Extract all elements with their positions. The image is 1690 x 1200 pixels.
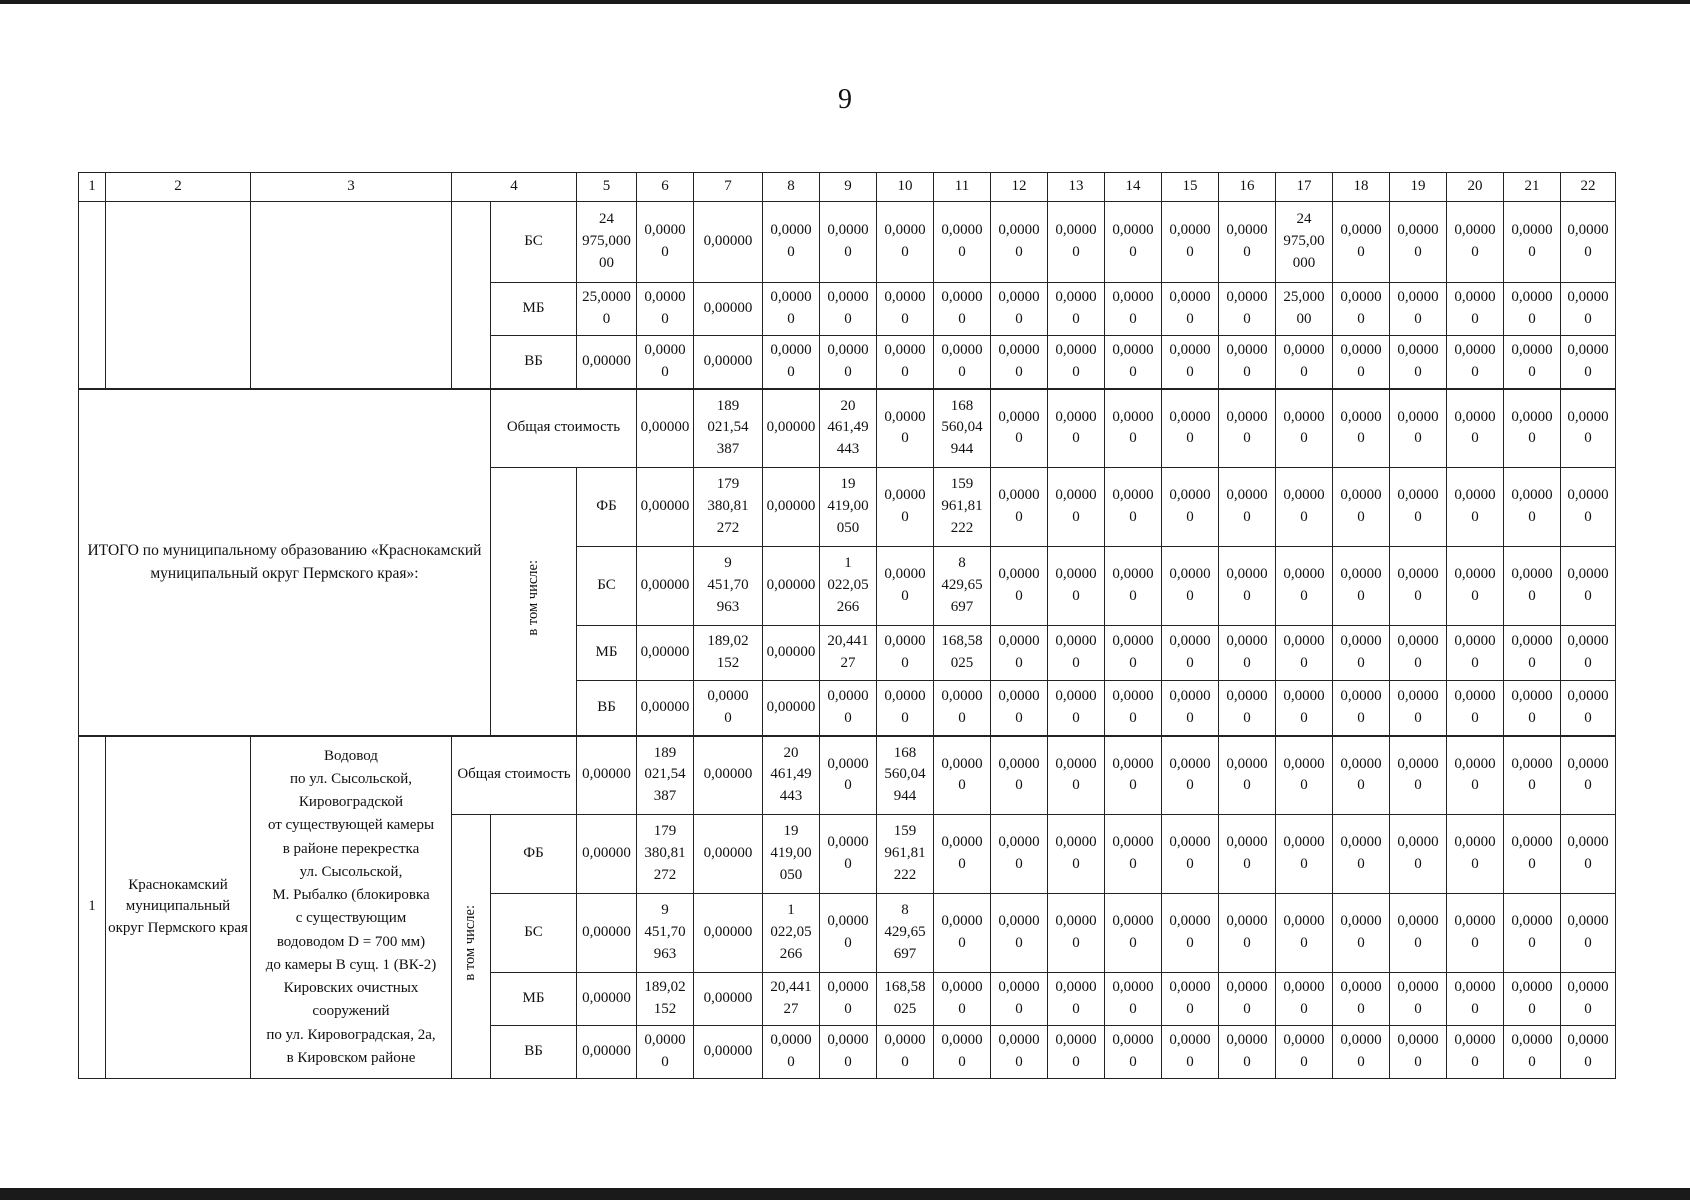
value-cell-col-14: 0,0000 0: [1162, 681, 1219, 736]
value-cell-col-9: 0,0000 0: [877, 681, 934, 736]
value-cell-col-13: 0,0000 0: [1105, 681, 1162, 736]
value-cell-col-16: 0,0000 0: [1276, 389, 1333, 468]
value-cell-col-13: 0,0000 0: [1048, 202, 1105, 283]
value-cell-col-16: 0,0000 0: [1219, 336, 1276, 389]
value-cell-col-14: 0,0000 0: [1105, 1026, 1162, 1079]
value-cell-col-22: 0,0000 0: [1561, 202, 1616, 283]
value-cell-col-5: 0,00000: [637, 389, 694, 468]
value-cell-col-10: 0,0000 0: [934, 681, 991, 736]
value-cell-col-7: 0,00000: [694, 894, 763, 973]
value-cell-col-7: 0,00000: [694, 336, 763, 389]
value-cell-col-12: 0,0000 0: [991, 973, 1048, 1026]
value-cell-col-6: 0,0000 0: [694, 681, 763, 736]
value-cell-col-16: 0,0000 0: [1276, 547, 1333, 626]
col-num-3: 3: [251, 173, 452, 202]
value-cell-col-21: 0,0000 0: [1504, 202, 1561, 283]
value-cell-col-8: 0,0000 0: [763, 336, 820, 389]
value-cell-col-17: 0,0000 0: [1333, 468, 1390, 547]
value-cell-col-15: 0,0000 0: [1219, 468, 1276, 547]
scan-bottom-edge: [0, 1188, 1690, 1200]
value-cell-col-7: 0,00000: [694, 1026, 763, 1079]
value-cell-col-18: 0,0000 0: [1390, 681, 1447, 736]
value-cell-col-12: 0,0000 0: [991, 736, 1048, 815]
col-num-5: 5: [577, 173, 637, 202]
col-num-20: 20: [1447, 173, 1504, 202]
value-cell-col-8: 20,441 27: [820, 626, 877, 681]
value-cell-col-11: 0,0000 0: [991, 468, 1048, 547]
value-cell-col-8: 0,0000 0: [763, 1026, 820, 1079]
value-cell-col-20: 0,0000 0: [1447, 894, 1504, 973]
value-cell-col-19: 0,0000 0: [1447, 681, 1504, 736]
value-cell-col-20: 0,0000 0: [1447, 1026, 1504, 1079]
value-cell-col-14: 0,0000 0: [1105, 815, 1162, 894]
value-cell-col-6: 179 380,81 272: [637, 815, 694, 894]
value-cell-col-18: 0,0000 0: [1390, 389, 1447, 468]
value-cell-col-12: 0,0000 0: [991, 894, 1048, 973]
value-cell-col-5: 0,00000: [637, 626, 694, 681]
value-cell-col-11: 0,0000 0: [934, 283, 991, 336]
value-cell-col-20: 0,0000 0: [1504, 547, 1561, 626]
column-number-row: [79, 173, 1616, 202]
value-cell-col-15: 0,0000 0: [1162, 1026, 1219, 1079]
value-cell-col-17: 24 975,00 000: [1276, 202, 1333, 283]
value-cell-col-11: 0,0000 0: [991, 681, 1048, 736]
value-cell-col-15: 0,0000 0: [1162, 973, 1219, 1026]
value-cell-col-13: 0,0000 0: [1048, 815, 1105, 894]
value-cell-col-18: 0,0000 0: [1390, 547, 1447, 626]
col-num-15: 15: [1162, 173, 1219, 202]
value-cell-col-21: 0,0000 0: [1504, 894, 1561, 973]
value-cell-col-20: 0,0000 0: [1447, 336, 1504, 389]
source-label-vb: ВБ: [577, 681, 637, 736]
col-num-7: 7: [694, 173, 763, 202]
value-cell-col-5: 0,00000: [577, 815, 637, 894]
value-cell-col-7: 0,00000: [763, 389, 820, 468]
value-cell-col-21: 0,0000 0: [1561, 389, 1616, 468]
value-cell-col-9: 0,0000 0: [820, 1026, 877, 1079]
value-cell-col-7: 0,00000: [763, 626, 820, 681]
value-cell-col-18: 0,0000 0: [1390, 468, 1447, 547]
value-cell-col-19: 0,0000 0: [1447, 547, 1504, 626]
value-cell-col-15: 0,0000 0: [1219, 547, 1276, 626]
value-cell-col-18: 0,0000 0: [1333, 973, 1390, 1026]
value-cell-col-20: 0,0000 0: [1447, 283, 1504, 336]
value-cell-col-5: 24 975,000 00: [577, 202, 637, 283]
value-cell-col-10: 0,0000 0: [877, 336, 934, 389]
value-cell-col-19: 0,0000 0: [1390, 283, 1447, 336]
value-cell-col-13: 0,0000 0: [1048, 336, 1105, 389]
value-cell-col-11: 0,0000 0: [991, 626, 1048, 681]
table-row: [79, 736, 1616, 815]
value-cell-col-22: 0,0000 0: [1561, 894, 1616, 973]
value-cell-col-6: 9 451,70 963: [694, 547, 763, 626]
object-description: Водовод по ул. Сысольской, Кировоградской от существующей камеры в районе перекрестка ул. Сысольской, М. Рыбалко (блокировка с существующим водоводом D = 700 мм) до камеры В сущ. 1 (ВК-2) Кировских очистных сооружений по ул. Кировоградская, 2а, в Кировском районе: [251, 736, 452, 1079]
value-cell-col-14: 0,0000 0: [1162, 626, 1219, 681]
value-cell-col-17: 0,0000 0: [1276, 736, 1333, 815]
value-cell-col-10: 8 429,65 697: [934, 547, 991, 626]
value-cell-col-6: 0,0000 0: [637, 283, 694, 336]
prev-including-cell: [452, 202, 491, 389]
value-cell-col-14: 0,0000 0: [1105, 283, 1162, 336]
col-num-8: 8: [763, 173, 820, 202]
value-cell-col-5: 0,00000: [577, 336, 637, 389]
col-num-2: 2: [106, 173, 251, 202]
value-cell-col-16: 0,0000 0: [1276, 626, 1333, 681]
value-cell-col-19: 0,0000 0: [1390, 894, 1447, 973]
value-cell-col-20: 0,0000 0: [1447, 202, 1504, 283]
value-cell-col-12: 0,0000 0: [991, 283, 1048, 336]
value-cell-col-13: 0,0000 0: [1105, 468, 1162, 547]
value-cell-col-21: 0,0000 0: [1504, 283, 1561, 336]
col-num-11: 11: [934, 173, 991, 202]
value-cell-col-12: 0,0000 0: [991, 202, 1048, 283]
value-cell-col-18: 0,0000 0: [1390, 626, 1447, 681]
value-cell-col-17: 0,0000 0: [1276, 1026, 1333, 1079]
value-cell-col-17: 0,0000 0: [1333, 681, 1390, 736]
value-cell-col-17: 0,0000 0: [1333, 389, 1390, 468]
value-cell-col-14: 0,0000 0: [1105, 736, 1162, 815]
value-cell-col-18: 0,0000 0: [1333, 1026, 1390, 1079]
value-cell-col-18: 0,0000 0: [1333, 202, 1390, 283]
value-cell-col-10: 168,58 025: [877, 973, 934, 1026]
value-cell-col-10: 168 560,04 944: [877, 736, 934, 815]
value-cell-col-15: 0,0000 0: [1162, 336, 1219, 389]
value-cell-col-20: 0,0000 0: [1504, 389, 1561, 468]
value-cell-col-9: 0,0000 0: [877, 389, 934, 468]
itogo-label: ИТОГО по муниципальному образованию «Краснокамский муниципальный округ Пермского края»:: [79, 389, 491, 736]
value-cell-col-19: 0,0000 0: [1390, 202, 1447, 283]
value-cell-col-13: 0,0000 0: [1048, 894, 1105, 973]
value-cell-col-6: 179 380,81 272: [694, 468, 763, 547]
value-cell-col-5: 0,00000: [577, 1026, 637, 1079]
source-label-vb: ВБ: [491, 336, 577, 389]
value-cell-col-8: 19 419,00 050: [763, 815, 820, 894]
value-cell-col-20: 0,0000 0: [1447, 973, 1504, 1026]
value-cell-col-12: 0,0000 0: [991, 336, 1048, 389]
value-cell-col-19: 0,0000 0: [1390, 736, 1447, 815]
value-cell-col-14: 0,0000 0: [1162, 547, 1219, 626]
including-label: в том числе:: [491, 468, 577, 736]
value-cell-col-9: 0,0000 0: [820, 894, 877, 973]
value-cell-col-22: 0,0000 0: [1561, 283, 1616, 336]
value-cell-col-12: 0,0000 0: [1048, 626, 1105, 681]
value-cell-col-5: 25,0000 0: [577, 283, 637, 336]
value-cell-col-19: 0,0000 0: [1447, 626, 1504, 681]
col-num-12: 12: [991, 173, 1048, 202]
value-cell-col-13: 0,0000 0: [1048, 736, 1105, 815]
value-cell-col-11: 0,0000 0: [934, 815, 991, 894]
value-cell-col-10: 0,0000 0: [877, 1026, 934, 1079]
value-cell-col-17: 0,0000 0: [1276, 894, 1333, 973]
object-municipality: Краснокамский муниципальный округ Пермского края: [106, 736, 251, 1079]
value-cell-col-19: 0,0000 0: [1390, 815, 1447, 894]
value-cell-col-6: 189,02 152: [694, 626, 763, 681]
value-cell-col-7: 0,00000: [694, 815, 763, 894]
value-cell-col-22: 0,0000 0: [1561, 336, 1616, 389]
value-cell-col-12: 0,0000 0: [1048, 681, 1105, 736]
value-cell-col-6: 0,0000 0: [637, 336, 694, 389]
value-cell-col-6: 9 451,70 963: [637, 894, 694, 973]
value-cell-col-21: 0,0000 0: [1561, 547, 1616, 626]
value-cell-col-6: 189,02 152: [637, 973, 694, 1026]
col-num-19: 19: [1390, 173, 1447, 202]
value-cell-col-19: 0,0000 0: [1447, 389, 1504, 468]
value-cell-col-18: 0,0000 0: [1333, 336, 1390, 389]
source-label-bs: БС: [577, 547, 637, 626]
value-cell-col-10: 0,0000 0: [877, 202, 934, 283]
value-cell-col-11: 0,0000 0: [934, 973, 991, 1026]
value-cell-col-8: 20 461,49 443: [820, 389, 877, 468]
prev-num-cell: [79, 202, 106, 389]
value-cell-col-8: 20,441 27: [763, 973, 820, 1026]
col-num-14: 14: [1105, 173, 1162, 202]
value-cell-col-17: 0,0000 0: [1276, 336, 1333, 389]
value-cell-col-13: 0,0000 0: [1048, 1026, 1105, 1079]
value-cell-col-12: 0,0000 0: [1048, 547, 1105, 626]
value-cell-col-6: 189 021,54 387: [694, 389, 763, 468]
value-cell-col-15: 0,0000 0: [1219, 681, 1276, 736]
value-cell-col-6: 0,0000 0: [637, 1026, 694, 1079]
value-cell-col-15: 0,0000 0: [1162, 283, 1219, 336]
value-cell-col-8: 0,0000 0: [820, 681, 877, 736]
value-cell-col-21: 0,0000 0: [1561, 468, 1616, 547]
value-cell-col-19: 0,0000 0: [1447, 468, 1504, 547]
scan-top-edge: [0, 0, 1690, 4]
col-num-22: 22: [1561, 173, 1616, 202]
prev-municipality-cell: [106, 202, 251, 389]
value-cell-col-15: 0,0000 0: [1162, 815, 1219, 894]
col-num-9: 9: [820, 173, 877, 202]
value-cell-col-8: 20 461,49 443: [763, 736, 820, 815]
value-cell-col-11: 0,0000 0: [934, 736, 991, 815]
value-cell-col-13: 0,0000 0: [1105, 547, 1162, 626]
value-cell-col-22: 0,0000 0: [1561, 736, 1616, 815]
col-num-21: 21: [1504, 173, 1561, 202]
including-label: в том числе:: [452, 815, 491, 1079]
value-cell-col-14: 0,0000 0: [1162, 468, 1219, 547]
total-cost-label: Общая стоимость: [452, 736, 577, 815]
value-cell-col-10: 159 961,81 222: [877, 815, 934, 894]
value-cell-col-6: 189 021,54 387: [637, 736, 694, 815]
value-cell-col-7: 0,00000: [694, 202, 763, 283]
value-cell-col-17: 0,0000 0: [1276, 973, 1333, 1026]
value-cell-col-9: 0,0000 0: [820, 815, 877, 894]
value-cell-col-10: 8 429,65 697: [877, 894, 934, 973]
value-cell-col-11: 0,0000 0: [934, 202, 991, 283]
value-cell-col-18: 0,0000 0: [1333, 736, 1390, 815]
value-cell-col-14: 0,0000 0: [1105, 973, 1162, 1026]
value-cell-col-11: 0,0000 0: [934, 336, 991, 389]
value-cell-col-21: 0,0000 0: [1561, 681, 1616, 736]
value-cell-col-9: 0,0000 0: [820, 283, 877, 336]
source-label-mb: МБ: [491, 973, 577, 1026]
value-cell-col-17: 0,0000 0: [1333, 626, 1390, 681]
col-num-18: 18: [1333, 173, 1390, 202]
value-cell-col-5: 0,00000: [577, 736, 637, 815]
value-cell-col-16: 0,0000 0: [1276, 468, 1333, 547]
value-cell-col-13: 0,0000 0: [1105, 389, 1162, 468]
value-cell-col-16: 0,0000 0: [1219, 283, 1276, 336]
value-cell-col-11: 0,0000 0: [991, 389, 1048, 468]
value-cell-col-13: 0,0000 0: [1105, 626, 1162, 681]
value-cell-col-8: 0,0000 0: [763, 202, 820, 283]
value-cell-col-8: 0,0000 0: [763, 283, 820, 336]
value-cell-col-15: 0,0000 0: [1219, 626, 1276, 681]
table-row: [79, 389, 1616, 468]
value-cell-col-5: 0,00000: [577, 973, 637, 1026]
total-cost-label: Общая стоимость: [491, 389, 637, 468]
value-cell-col-11: 0,0000 0: [991, 547, 1048, 626]
value-cell-col-15: 0,0000 0: [1162, 894, 1219, 973]
value-cell-col-14: 0,0000 0: [1105, 202, 1162, 283]
value-cell-col-5: 0,00000: [637, 681, 694, 736]
value-cell-col-8: 1 022,05 266: [763, 894, 820, 973]
value-cell-col-15: 0,0000 0: [1162, 202, 1219, 283]
value-cell-col-16: 0,0000 0: [1219, 894, 1276, 973]
value-cell-col-10: 168,58 025: [934, 626, 991, 681]
value-cell-col-15: 0,0000 0: [1219, 389, 1276, 468]
source-label-vb: ВБ: [491, 1026, 577, 1079]
value-cell-col-12: 0,0000 0: [1048, 468, 1105, 547]
table-row: [79, 202, 1616, 283]
source-label-fb: ФБ: [491, 815, 577, 894]
value-cell-col-10: 159 961,81 222: [934, 468, 991, 547]
value-cell-col-16: 0,0000 0: [1219, 202, 1276, 283]
value-cell-col-16: 0,0000 0: [1219, 815, 1276, 894]
value-cell-col-22: 0,0000 0: [1561, 973, 1616, 1026]
col-num-10: 10: [877, 173, 934, 202]
value-cell-col-19: 0,0000 0: [1390, 336, 1447, 389]
value-cell-col-15: 0,0000 0: [1162, 736, 1219, 815]
value-cell-col-10: 168 560,04 944: [934, 389, 991, 468]
value-cell-col-19: 0,0000 0: [1390, 1026, 1447, 1079]
value-cell-col-17: 0,0000 0: [1333, 547, 1390, 626]
value-cell-col-9: 0,0000 0: [877, 468, 934, 547]
financing-table: [78, 172, 1616, 1079]
value-cell-col-9: 0,0000 0: [820, 736, 877, 815]
value-cell-col-10: 0,0000 0: [877, 283, 934, 336]
col-num-13: 13: [1048, 173, 1105, 202]
source-label-fb: ФБ: [577, 468, 637, 547]
value-cell-col-18: 0,0000 0: [1333, 815, 1390, 894]
value-cell-col-7: 0,00000: [694, 283, 763, 336]
value-cell-col-7: 0,00000: [763, 681, 820, 736]
prev-description-cell: [251, 202, 452, 389]
value-cell-col-9: 0,0000 0: [820, 202, 877, 283]
value-cell-col-6: 0,0000 0: [637, 202, 694, 283]
value-cell-col-21: 0,0000 0: [1504, 973, 1561, 1026]
value-cell-col-9: 0,0000 0: [820, 336, 877, 389]
value-cell-col-7: 0,00000: [694, 973, 763, 1026]
value-cell-col-21: 0,0000 0: [1504, 336, 1561, 389]
col-num-6: 6: [637, 173, 694, 202]
value-cell-col-16: 0,0000 0: [1219, 736, 1276, 815]
value-cell-col-12: 0,0000 0: [991, 815, 1048, 894]
col-num-17: 17: [1276, 173, 1333, 202]
source-label-mb: МБ: [491, 283, 577, 336]
value-cell-col-18: 0,0000 0: [1333, 894, 1390, 973]
value-cell-col-21: 0,0000 0: [1504, 815, 1561, 894]
value-cell-col-17: 0,0000 0: [1276, 815, 1333, 894]
value-cell-col-19: 0,0000 0: [1390, 973, 1447, 1026]
value-cell-col-5: 0,00000: [637, 547, 694, 626]
value-cell-col-11: 0,0000 0: [934, 1026, 991, 1079]
value-cell-col-12: 0,0000 0: [1048, 389, 1105, 468]
value-cell-col-20: 0,0000 0: [1447, 815, 1504, 894]
value-cell-col-22: 0,0000 0: [1561, 1026, 1616, 1079]
value-cell-col-9: 0,0000 0: [877, 547, 934, 626]
source-label-bs: БС: [491, 894, 577, 973]
col-num-16: 16: [1219, 173, 1276, 202]
value-cell-col-16: 0,0000 0: [1219, 973, 1276, 1026]
value-cell-col-14: 0,0000 0: [1105, 336, 1162, 389]
value-cell-col-21: 0,0000 0: [1504, 736, 1561, 815]
col-num-4: 4: [452, 173, 577, 202]
value-cell-col-9: 0,0000 0: [820, 973, 877, 1026]
value-cell-col-16: 0,0000 0: [1276, 681, 1333, 736]
value-cell-col-7: 0,00000: [763, 468, 820, 547]
value-cell-col-18: 0,0000 0: [1333, 283, 1390, 336]
value-cell-col-8: 1 022,05 266: [820, 547, 877, 626]
value-cell-col-5: 0,00000: [577, 894, 637, 973]
value-cell-col-16: 0,0000 0: [1219, 1026, 1276, 1079]
value-cell-col-7: 0,00000: [694, 736, 763, 815]
value-cell-col-14: 0,0000 0: [1162, 389, 1219, 468]
value-cell-col-21: 0,0000 0: [1504, 1026, 1561, 1079]
value-cell-col-13: 0,0000 0: [1048, 973, 1105, 1026]
value-cell-col-20: 0,0000 0: [1504, 681, 1561, 736]
object-number: 1: [79, 736, 106, 1079]
value-cell-col-21: 0,0000 0: [1561, 626, 1616, 681]
value-cell-col-12: 0,0000 0: [991, 1026, 1048, 1079]
value-cell-col-20: 0,0000 0: [1447, 736, 1504, 815]
value-cell-col-14: 0,0000 0: [1105, 894, 1162, 973]
value-cell-col-9: 0,0000 0: [877, 626, 934, 681]
value-cell-col-13: 0,0000 0: [1048, 283, 1105, 336]
value-cell-col-17: 25,000 00: [1276, 283, 1333, 336]
value-cell-col-8: 19 419,00 050: [820, 468, 877, 547]
source-label-bs: БС: [491, 202, 577, 283]
value-cell-col-20: 0,0000 0: [1504, 468, 1561, 547]
page-number: 9: [838, 84, 852, 115]
col-num-1: 1: [79, 173, 106, 202]
value-cell-col-20: 0,0000 0: [1504, 626, 1561, 681]
value-cell-col-5: 0,00000: [637, 468, 694, 547]
value-cell-col-22: 0,0000 0: [1561, 815, 1616, 894]
source-label-mb: МБ: [577, 626, 637, 681]
value-cell-col-7: 0,00000: [763, 547, 820, 626]
value-cell-col-11: 0,0000 0: [934, 894, 991, 973]
